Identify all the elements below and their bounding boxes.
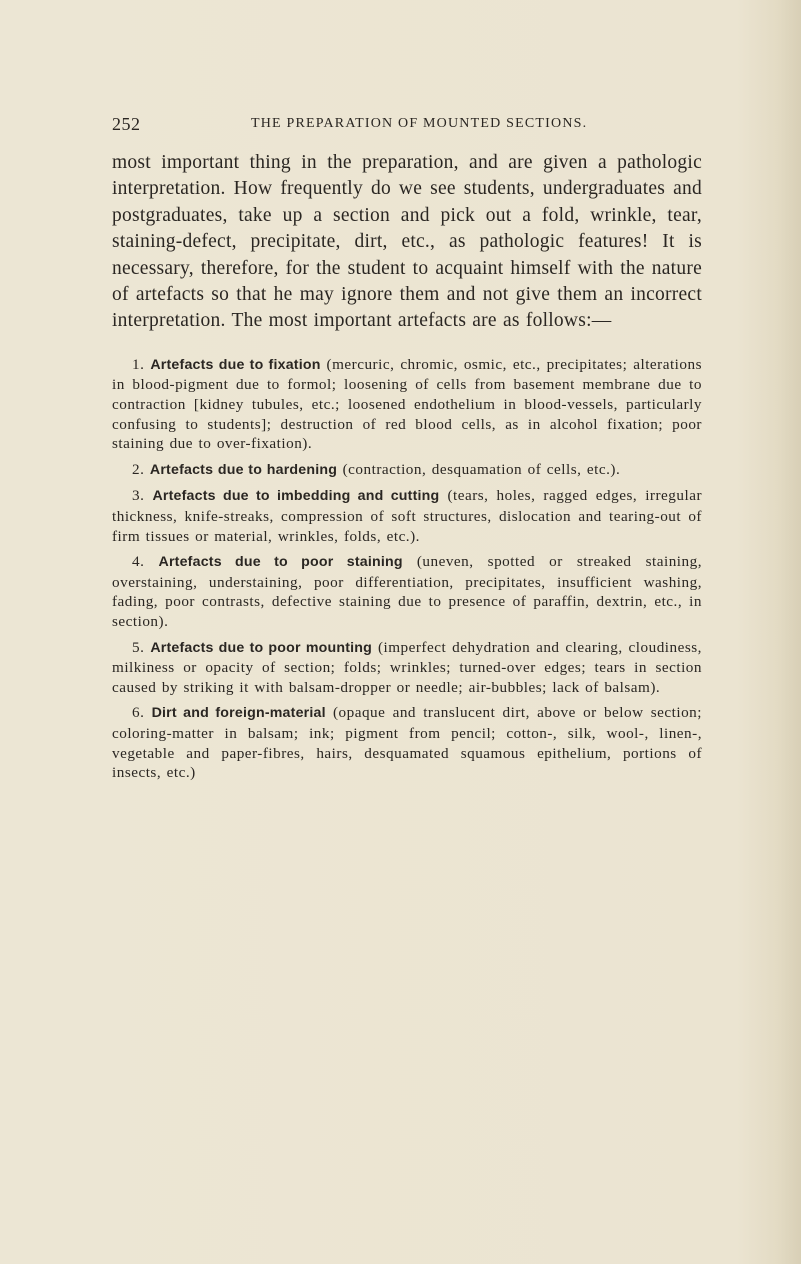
page-body (112, 150, 702, 789)
item-text: (uneven, spotted or streaked staining, overstaining, understaining, poor differentiation, precipitates, insufficient washing, fading, poor contrasts, defective staining due to presence of paraffin, dextrin, etc., in section). (112, 553, 702, 630)
item-text: (mercuric, chromic, osmic, etc., precipitates; alterations in blood-pigment due to formol; loosening of cells from basement membrane due to contraction [kidney tubules, etc.; loosened endothelium in blood-vessels, particularly confusing to students]; destruction of red blood cells, as in alcohol fixation; poor staining due to over-fixation). (112, 355, 703, 453)
item-heading: Artefacts due to fixation (150, 356, 321, 373)
item-text: (opaque and translucent dirt, above or below section; coloring-matter in balsam; ink; pigment from pencil; cotton-, silk, wool-, linen-, vegetable and paper-fibres, hairs, desquamated squamous epithelium, portions of insects, etc.) (112, 704, 702, 782)
item-number: 4. (132, 553, 145, 571)
item-text: (imperfect dehydration and clearing, cloudiness, milkiness or opacity of section; folds; wrinkles; turned-over edges; tears in section caused by striking it with balsam-dropper or needle; air-bubbles; lack of balsam). (112, 638, 702, 696)
list-item (112, 703, 702, 782)
page-header (112, 114, 702, 140)
list-item (112, 355, 702, 454)
item-number: 1. (132, 355, 145, 373)
list-item (112, 552, 702, 631)
page-number: 252 (112, 114, 141, 134)
item-number: 2. (132, 460, 145, 478)
item-number: 5. (132, 638, 145, 656)
item-heading: Artefacts due to poor staining (158, 554, 403, 571)
artefact-list (112, 355, 702, 783)
item-text: (tears, holes, ragged edges, irregular thickness, knife-streaks, compression of soft structures, dislocation and tearing-out of firm tissues or material, wrinkles, folds, etc.). (112, 487, 702, 545)
item-heading: Artefacts due to hardening (149, 461, 338, 478)
list-item (112, 460, 702, 481)
item-text: (contraction, desquamation of cells, etc.). (342, 460, 621, 478)
item-heading: Artefacts due to imbedding and cutting (152, 488, 440, 505)
item-heading: Dirt and foreign-material (151, 705, 326, 722)
intro-paragraph: most important thing in the preparation, and are given a pathologic interpretation. How frequently do we see students, undergraduates and postgraduates, take up a section and pick out a fold, wrinkle, tear, staining-defect, precipitate, dirt, etc., as pathologic features! It is necessary, therefore, for the student to acquaint himself with the nature of artefacts so that he may ignore them and not give them an incorrect interpretation. The most important artefacts are as follows:— (112, 152, 702, 332)
list-item (112, 638, 702, 698)
running-title: THE PREPARATION OF MOUNTED SECTIONS. (251, 116, 588, 131)
item-number: 3. (132, 487, 145, 505)
item-number: 6. (132, 704, 145, 722)
list-item (112, 486, 702, 546)
item-heading: Artefacts due to poor mounting (150, 639, 373, 656)
